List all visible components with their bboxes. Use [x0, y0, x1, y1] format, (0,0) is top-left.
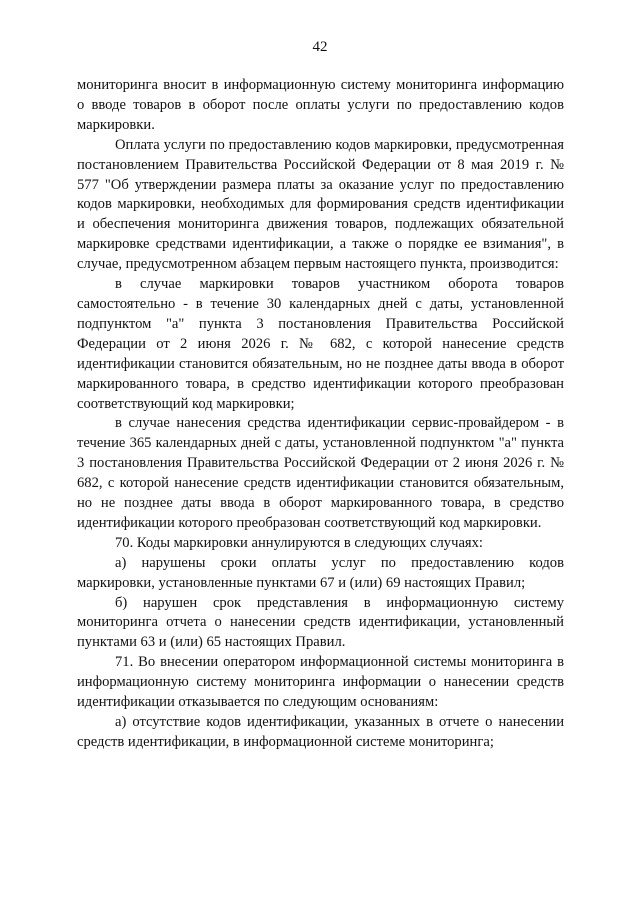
paragraph-item-71: 71. Во внесении оператором информационной системы мониторинга в информационную систему мониторинга информации о нанесении средств идентификации отказывается по следующим основаниям: [77, 654, 564, 711]
page-number: 42 [312, 39, 328, 55]
paragraph-item-70: 70. Коды маркировки аннулируются в следующих случаях: [115, 534, 483, 551]
paragraph-service-provider: в случае нанесения средства идентификации сервис-провайдером - в течение 365 календарных дней с даты, установленной подпунктом "а" пункта 3 постановления Правительства Российской Федерации от 2 июня 2026 г. № 682, с которой нанесение средств идентификации становится обязательным, но не позднее даты ввода в оборот маркированного товара, в средство идентификации которого преобразован соответствующий код маркировки. [77, 415, 564, 531]
document-body [77, 76, 564, 753]
paragraph-item-71-a: а) отсутствие кодов идентификации, указанных в отчете о нанесении средств идентификации, в информационной системе мониторинга; [77, 714, 564, 750]
paragraph-item-70-a: а) нарушены сроки оплаты услуг по предоставлению кодов маркировки, установленные пунктами 67 и (или) 69 настоящих Правил; [77, 554, 564, 591]
paragraph-continuation: мониторинга вносит в информационную систему мониторинга информацию о вводе товаров в оборот после оплаты услуги по предоставлению кодов маркировки. [77, 77, 564, 133]
paragraph-item-70-b: б) нарушен срок представления в информационную систему мониторинга отчета о нанесении средств идентификации, установленный пунктами 63 и (или) 65 настоящих Правил. [77, 594, 564, 651]
paragraph-self-marking: в случае маркировки товаров участником оборота товаров самостоятельно - в течение 30 календарных дней с даты, установленной подпунктом "а" пункта 3 постановления Правительства Российской Федерации от 2 июня 2026 г. № 682, с которой нанесение средств идентификации становится обязательным, но не позднее даты ввода в оборот маркированного товара, в средство идентификации которого преобразован соответствующий код маркировки; [77, 276, 564, 412]
paragraph-payment-terms: Оплата услуги по предоставлению кодов маркировки, предусмотренная постановлением Правительства Российской Федерации от 8 мая 2019 г. № 577 "Об утверждении размера платы за оказание услуг по предоставлению кодов маркировки, необходимых для формирования средств идентификации и обеспечения мониторинга движения товаров, подлежащих обязательной маркировке средствами идентификации, а также о порядке ее взимания", в случае, предусмотренном абзацем первым настоящего пункта, производится: [77, 136, 564, 273]
